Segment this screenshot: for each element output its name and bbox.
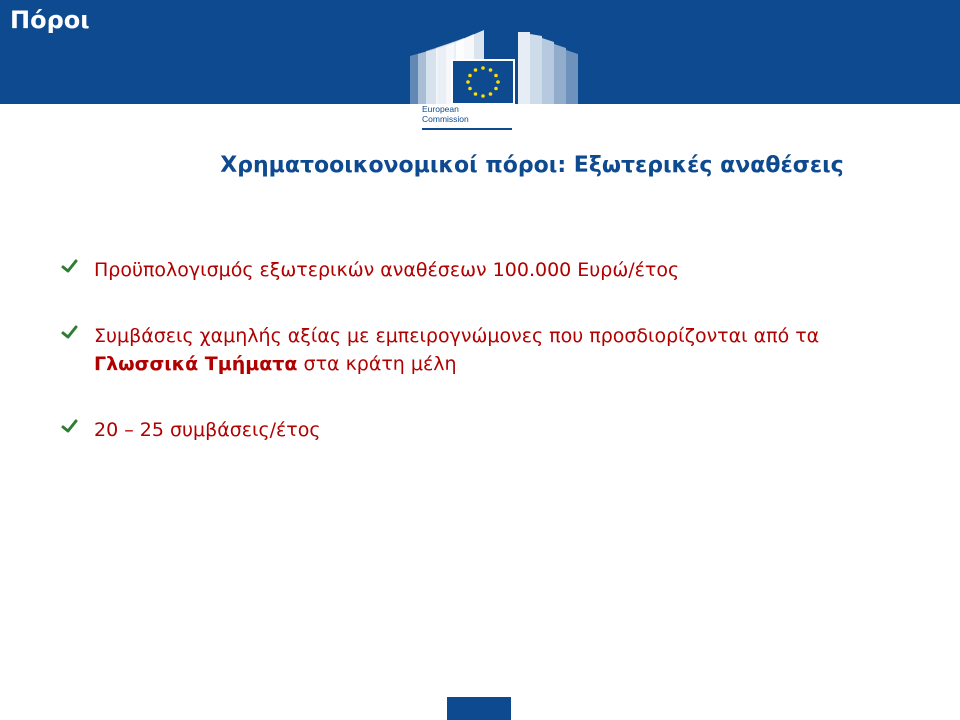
check-icon [60, 257, 80, 277]
check-icon [60, 323, 80, 343]
bullet-contracts [60, 322, 920, 378]
bullet-budget-text: Προϋπολογισμός εξωτερικών αναθέσεων 100.000 Ευρώ/έτος [94, 259, 680, 281]
check-icon [60, 417, 80, 437]
bullet-budget [60, 256, 920, 284]
bullet-count-text: 20 – 25 συμβάσεις/έτος [94, 419, 321, 441]
footer-flag-tab [447, 697, 511, 720]
bullet-contracts-text-after: στα κράτη μέλη [297, 353, 457, 375]
bullet-list [60, 256, 920, 444]
bullet-count [60, 416, 920, 444]
logo-building-right [518, 32, 578, 104]
bullet-contracts-text-before: Συμβάσεις χαμηλής αξίας με εμπειρογνώμονες που προσδιορίζονται από τα [94, 325, 820, 347]
bullet-contracts-text-bold: Γλωσσικά Τμήματα [94, 353, 298, 375]
logo-underline [422, 128, 512, 130]
logo-line-european: European [422, 104, 459, 114]
slide-subtitle: Χρηματοοικονομικοί πόροι: Εξωτερικές αναθέσεις [220, 153, 844, 178]
logo-line-commission: Commission [422, 114, 469, 124]
logo-wordmark [422, 104, 512, 124]
slide-title: Πόροι [10, 6, 90, 34]
